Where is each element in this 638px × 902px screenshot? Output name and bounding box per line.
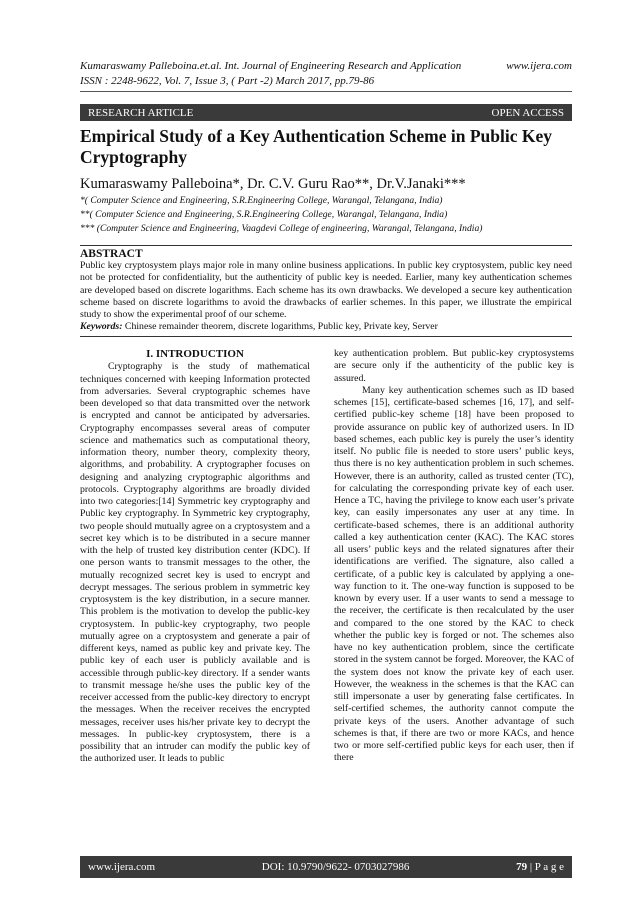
keywords-label: Keywords: <box>80 321 123 333</box>
section-heading-introduction: I. INTRODUCTION <box>146 348 244 360</box>
page-label: | P a g e <box>527 861 564 873</box>
paper-authors: Kumaraswamy Palleboina*, Dr. C.V. Guru Rao**, Dr.V.Janaki*** <box>80 176 466 192</box>
journal-citation: Kumaraswamy Palleboina.et.al. Int. Journal of Engineering Research and Application <box>80 60 462 72</box>
affiliation-1: *( Computer Science and Engineering, S.R.Engineering College, Warangal, Telangana, India) <box>80 195 443 206</box>
affiliation-2: **( Computer Science and Engineering, S.R.Engineering College, Warangal, Telangana, India) <box>80 209 448 220</box>
article-type-bar <box>80 104 572 121</box>
open-access-label: OPEN ACCESS <box>491 106 564 119</box>
keywords-line <box>80 321 572 333</box>
intro-paragraph-2: Many key authentication schemes such as ID based schemes [15], certificate-based schemes [16, 17], and self-certified public-key scheme [18] have been proposed to provide assurance on public key of authorized users. In ID based schemes, each public key is purely the user’s identity itself. No public file is needed to store users’ public keys, thus there is no key authentication problem in such schemes. However, there is an authority, called as trusted center (TC), for calculating the corresponding private key of each user. Hence a TC, having the privilege to know each user’s private key, can easily impersonates any user at any time. In certificate-based schemes, there is an additional authority called a key authentication center (KAC). The KAC stores all users’ public keys and the related signatures after their identifications are verified. The signature, also called a certificate, of a public key is calculated by applying a one-way function to it. The one-way function is supposed to be known by every user. If a user wants to send a message to the receiver, the certificate is then recalculated by the user and compared to the one stored by the KAC to check whether the public key is forged or not. The schemes also have no key authentication problem, since the certificate stored in the system cannot be forged. Moreover, the KAC of the system does not know the private key of each user. However, the weakness in the schemes is that the KAC can still impersonate a user by generating false certificates. In self-certified schemes, the authority cannot compute the private keys of the users. Another advantage of such schemes is that, if there are two or more KACs, and hence two or more self-certified public keys for each user, then if there <box>334 384 574 764</box>
page-number: 79 <box>516 861 528 873</box>
abstract-section <box>80 245 572 337</box>
intro-paragraph-1: Cryptography is the study of mathematical techniques concerned with keeping Information protected from adversaries. Several cryptographic schemes have been developed so that data transmitted over the network is encrypted and cannot be anticipated by adversaries. Cryptography encompasses several areas of computer science and mathematics such as computational theory, information theory, number theory, complexity theory, algorithms, and probability. A cryptographer focuses on designing and analyzing cryptographic algorithms and protocols. Cryptography algorithms are broadly divided into two categories:[14] Symmetric key cryptography and Public key cryptography. In Symmetric key cryptography, two people should mutually agree on a cryptosystem and a secret key which is to be distributed in a secure manner with the help of trusted key distribution center (KDC). If one person wants to transmit messages to the other, the mutually recognized secret key is used to encrypt and decrypt messages. The serious problem in symmetric key cryptosystem is the key distribution, in a secure manner. This problem is the motivation to develop the public-key cryptosystem. In public-key cryptography, two people mutually agree on a cryptosystem and generate a pair of different keys, named as public key and private key. The public key of each user is publicly available and is accessible through public-key directory. If a sender wants to transmit message he/she uses the public key of the receiver accessed from the public-key directory to encrypt the messages. When the receiver receives the encrypted messages, receiver uses his/her private key to decrypt the messages. In public-key cryptosystem, there is a possibility that an intruder can modify the public key of the authorized user. It leads to public <box>80 361 310 765</box>
journal-header <box>80 60 572 72</box>
journal-issn: ISSN : 2248-9622, Vol. 7, Issue 3, ( Part -2) March 2017, pp.79-86 <box>80 75 375 87</box>
affiliation-3: *** (Computer Science and Engineering, Vaagdevi College of engineering, Warangal, Telangana, India) <box>80 223 483 234</box>
footer-bar <box>80 856 572 878</box>
research-article-label: RESEARCH ARTICLE <box>88 106 194 119</box>
keywords-text: Chinese remainder theorem, discrete logarithms, Public key, Private key, Server <box>124 321 438 333</box>
paper-title: Empirical Study of a Key Authentication Scheme in Public Key Cryptography <box>80 126 553 167</box>
right-column <box>334 348 574 765</box>
intro-paragraph-continued: key authentication problem. But public-key cryptosystems are secure only if the authenticity of the public key is assured. <box>334 348 574 384</box>
journal-website[interactable]: www.ijera.com <box>506 60 572 72</box>
left-column <box>80 348 310 766</box>
footer-doi: DOI: 10.9790/9622- 0703027986 <box>261 861 410 873</box>
footer-website[interactable]: www.ijera.com <box>88 861 156 873</box>
footer-page <box>516 861 564 873</box>
header-divider <box>80 91 572 92</box>
abstract-heading: ABSTRACT <box>80 248 143 260</box>
abstract-text: Public key cryptosystem plays major role in many online business applications. In public key cryptosystem, public key need not be protected for confidentiality, but the authenticity of public key is needed. Earlier, many key authentication schemes are developed based on discrete logarithms. Each scheme has its own drawbacks. We developed a secure key authentication scheme based on discrete logarithms to avoid the drawbacks of earlier schemes. In this paper, we illustrate the empirical study to show the experimental proof of our scheme. <box>80 260 572 321</box>
